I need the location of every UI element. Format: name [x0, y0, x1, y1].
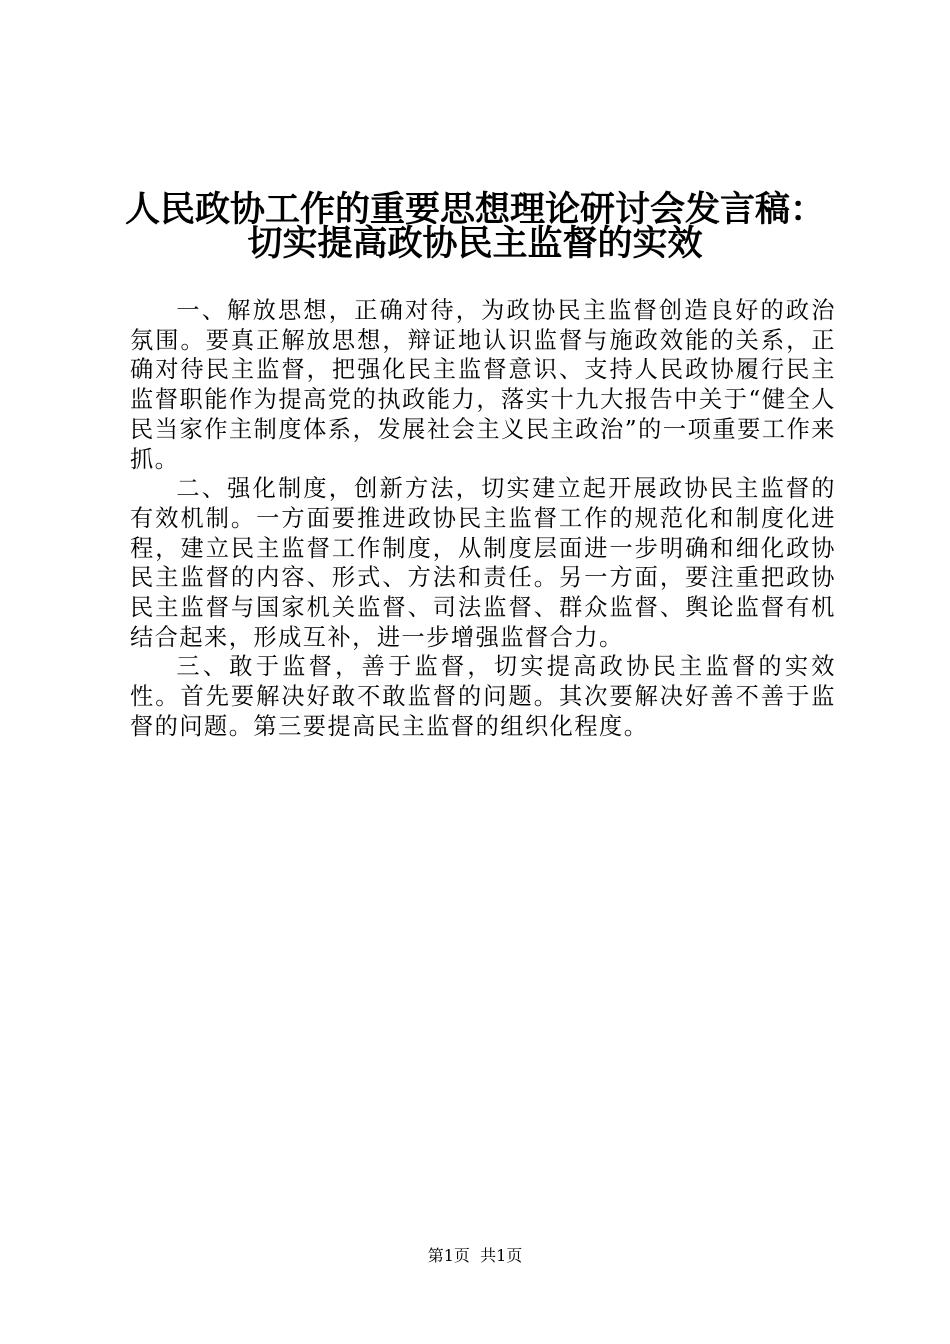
paragraph-2: 二、强化制度，创新方法，切实建立起开展政协民主监督的有效机制。一方面要推进政协民主监督工作的规范化和制度化进程，建立民主监督工作制度，从制度层面进一步明确和细化政协民主监督的内容、形式、方法和责任。另一方面，要注重把政协民主监督与国家机关监督、司法监督、群众监督、舆论监督有机结合起来，形成互补，进一步增强监督合力。 — [130, 475, 836, 651]
paragraph-1: 一、解放思想，正确对待，为政协民主监督创造良好的政治氛围。要真正解放思想，辩证地认识监督与施政效能的关系，正确对待民主监督，把强化民主监督意识、支持人民政协履行民主监督职能作为提高党的执政能力，落实十九大报告中关于“健全人民当家作主制度体系，发展社会主义民主政治”的一项重要工作来抓。 — [130, 297, 836, 473]
document-body — [130, 296, 836, 742]
document-title-line-2: 切实提高政协民主监督的实效 — [247, 223, 703, 264]
page-footer: 第1页 共1页 — [427, 1246, 523, 1265]
document-title-line-1: 人民政协工作的重要思想理论研讨会发言稿： — [124, 189, 825, 230]
paragraph-3: 三、敢于监督，善于监督，切实提高政协民主监督的实效性。首先要解决好敢不敢监督的问题。其次要解决好善不善于监督的问题。第三要提高民主监督的组织化程度。 — [130, 653, 836, 740]
